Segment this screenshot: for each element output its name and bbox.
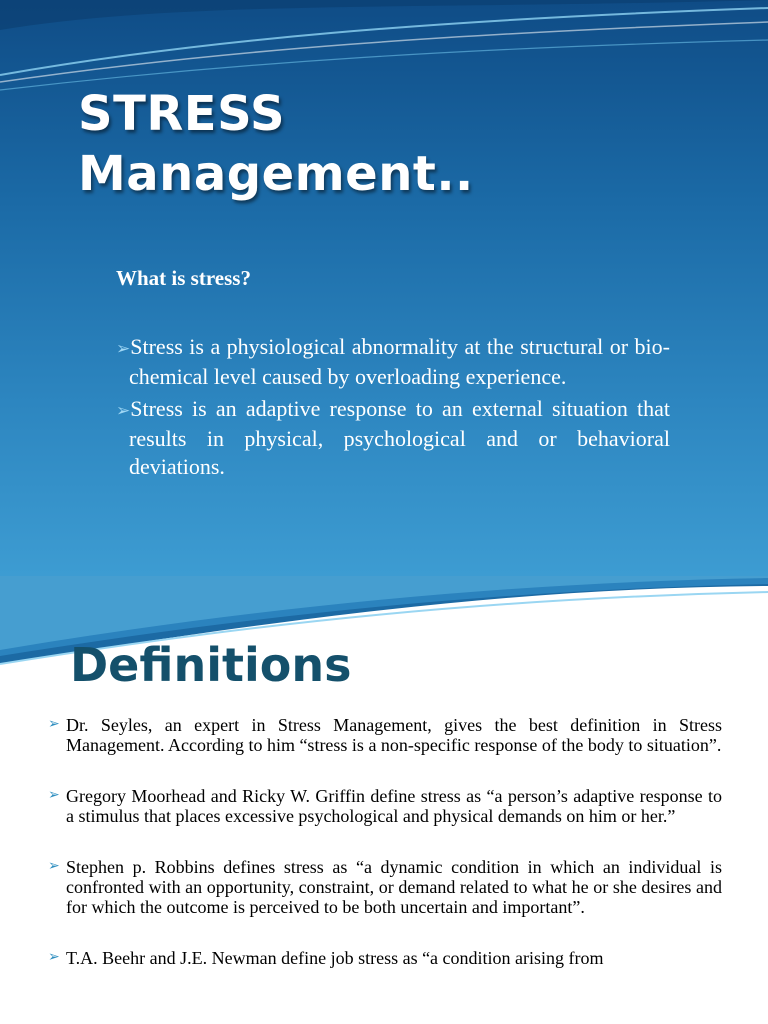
definition-text: T.A. Beehr and J.E. Newman define job stress as “a condition arising from	[66, 948, 604, 968]
definition-item	[48, 857, 722, 917]
bullet-item	[116, 395, 670, 481]
definition-item	[48, 948, 722, 968]
definition-text: Dr. Seyles, an expert in Stress Management, gives the best definition in Stress Management. According to him “stress is a non-specific response of the body to situation”.	[66, 715, 722, 755]
definition-item	[48, 715, 722, 755]
arrow-bullet-icon: ➢	[48, 859, 60, 874]
definition-text: Stephen p. Robbins defines stress as “a dynamic condition in which an individual is confronted with an opportunity, constraint, or demand related to what he or she desires and for which the outcome is perceived to be both uncertain and important”.	[66, 857, 722, 917]
title-line-2: Management..	[78, 146, 474, 202]
arrow-bullet-icon: ➢	[48, 717, 60, 732]
definition-item	[48, 786, 722, 826]
arrow-bullet-icon: ➢	[48, 788, 60, 803]
question-heading: What is stress?	[116, 266, 251, 290]
bullet-list	[116, 333, 670, 485]
slide-title	[78, 84, 474, 204]
arrow-bullet-icon: ➢	[116, 401, 131, 420]
bullet-text: Stress is a physiological abnormality at the structural or bio-chemical level caused by overloading experience.	[129, 334, 670, 389]
bullet-item	[116, 333, 670, 391]
definitions-list	[48, 715, 722, 999]
arrow-bullet-icon: ➢	[48, 950, 60, 965]
arrow-bullet-icon: ➢	[116, 339, 131, 358]
definitions-title: Definitions	[70, 638, 352, 692]
definitions-slide	[0, 576, 768, 1024]
bullet-text: Stress is an adaptive response to an external situation that results in physical, psychological and or behavioral deviations.	[129, 396, 670, 479]
definition-text: Gregory Moorhead and Ricky W. Griffin define stress as “a person’s adaptive response to a stimulus that places excessive psychological and physical demands on him or her.”	[66, 786, 722, 826]
title-line-1: STRESS	[78, 86, 286, 142]
